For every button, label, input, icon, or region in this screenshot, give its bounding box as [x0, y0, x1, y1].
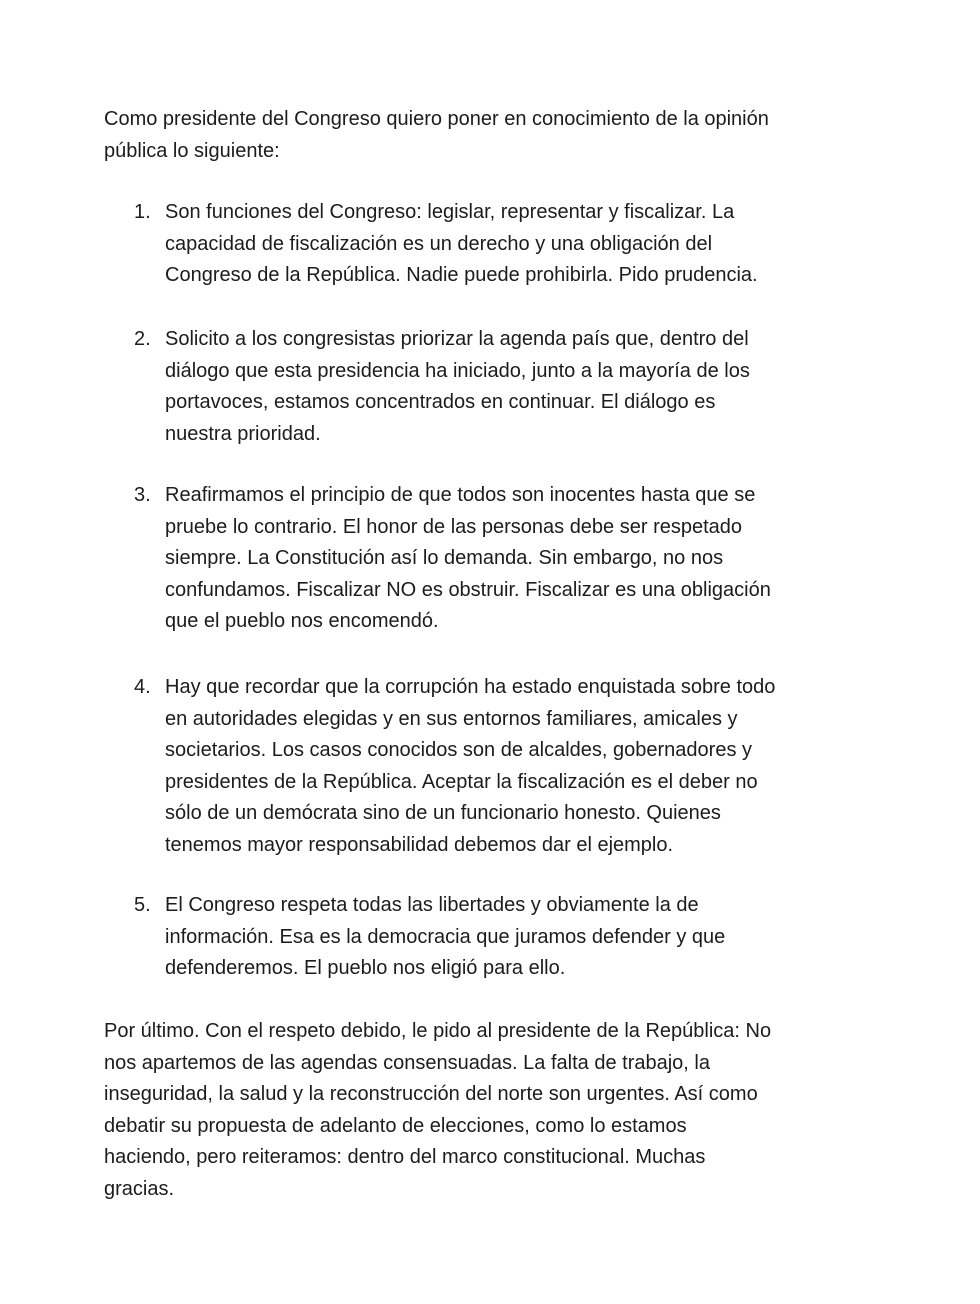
text-line: Como presidente del Congreso quiero poner en conocimiento de la opinión	[104, 108, 769, 130]
text-line: inseguridad, la salud y la reconstrucción del norte son urgentes. Así como	[104, 1083, 758, 1106]
list-number: 1.	[134, 201, 151, 223]
text-line: sólo de un demócrata sino de un funcionario honesto. Quienes	[165, 802, 721, 825]
text-line: nos apartemos de las agendas consensuadas. La falta de trabajo, la	[104, 1051, 710, 1074]
text-line: en autoridades elegidas y en sus entornos familiares, amicales y	[165, 707, 738, 730]
list-item-text	[165, 197, 758, 292]
text-line: Son funciones del Congreso: legislar, representar y fiscalizar. La	[165, 201, 735, 223]
text-line: diálogo que esta presidencia ha iniciado, junto a la mayoría de los	[165, 359, 750, 382]
text-line: Solicito a los congresistas priorizar la agenda país que, dentro del	[165, 328, 749, 350]
list-number: 5.	[134, 894, 151, 916]
text-line: que el pueblo nos encomendó.	[165, 610, 439, 633]
text-line: pública lo siguiente:	[104, 139, 280, 162]
text-line: Congreso de la República. Nadie puede prohibirla. Pido prudencia.	[165, 264, 758, 287]
list-item-text	[165, 480, 771, 638]
closing-paragraph	[104, 1016, 771, 1206]
text-line: gracias.	[104, 1177, 175, 1200]
intro-paragraph	[104, 104, 769, 167]
text-line: defenderemos. El pueblo nos eligió para ello.	[165, 957, 566, 980]
text-line: pruebe lo contrario. El honor de las personas debe ser respetado	[165, 515, 743, 538]
text-line: debatir su propuesta de adelanto de elecciones, como lo estamos	[104, 1114, 687, 1137]
list-number: 2.	[134, 328, 151, 350]
text-line: Por último. Con el respeto debido, le pido al presidente de la República: No	[104, 1020, 772, 1042]
text-line: Hay que recordar que la corrupción ha estado enquistada sobre todo	[165, 676, 776, 698]
text-line: tenemos mayor responsabilidad debemos dar el ejemplo.	[165, 833, 674, 856]
text-line: confundamos. Fiscalizar NO es obstruir. Fiscalizar es una obligación	[165, 578, 771, 601]
list-number: 4.	[134, 676, 151, 698]
text-line: portavoces, estamos concentrados en continuar. El diálogo es	[165, 391, 716, 414]
list-number: 3.	[134, 484, 151, 506]
list-item-text	[165, 324, 750, 450]
text-line: societarios. Los casos conocidos son de alcaldes, gobernadores y	[165, 739, 753, 762]
text-line: haciendo, pero reiteramos: dentro del marco constitucional. Muchas	[104, 1146, 706, 1169]
text-line: siempre. La Constitución así lo demanda. Sin embargo, no nos	[165, 547, 724, 570]
text-line: información. Esa es la democracia que juramos defender y que	[165, 925, 726, 948]
text-line: nuestra prioridad.	[165, 422, 321, 445]
text-line: El Congreso respeta todas las libertades y obviamente la de	[165, 894, 699, 916]
text-line: Reafirmamos el principio de que todos son inocentes hasta que se	[165, 484, 756, 506]
list-item-text	[165, 890, 725, 985]
list-item-text	[165, 672, 775, 862]
text-line: capacidad de fiscalización es un derecho y una obligación del	[165, 232, 713, 255]
text-line: presidentes de la República. Aceptar la fiscalización es el deber no	[165, 770, 758, 793]
